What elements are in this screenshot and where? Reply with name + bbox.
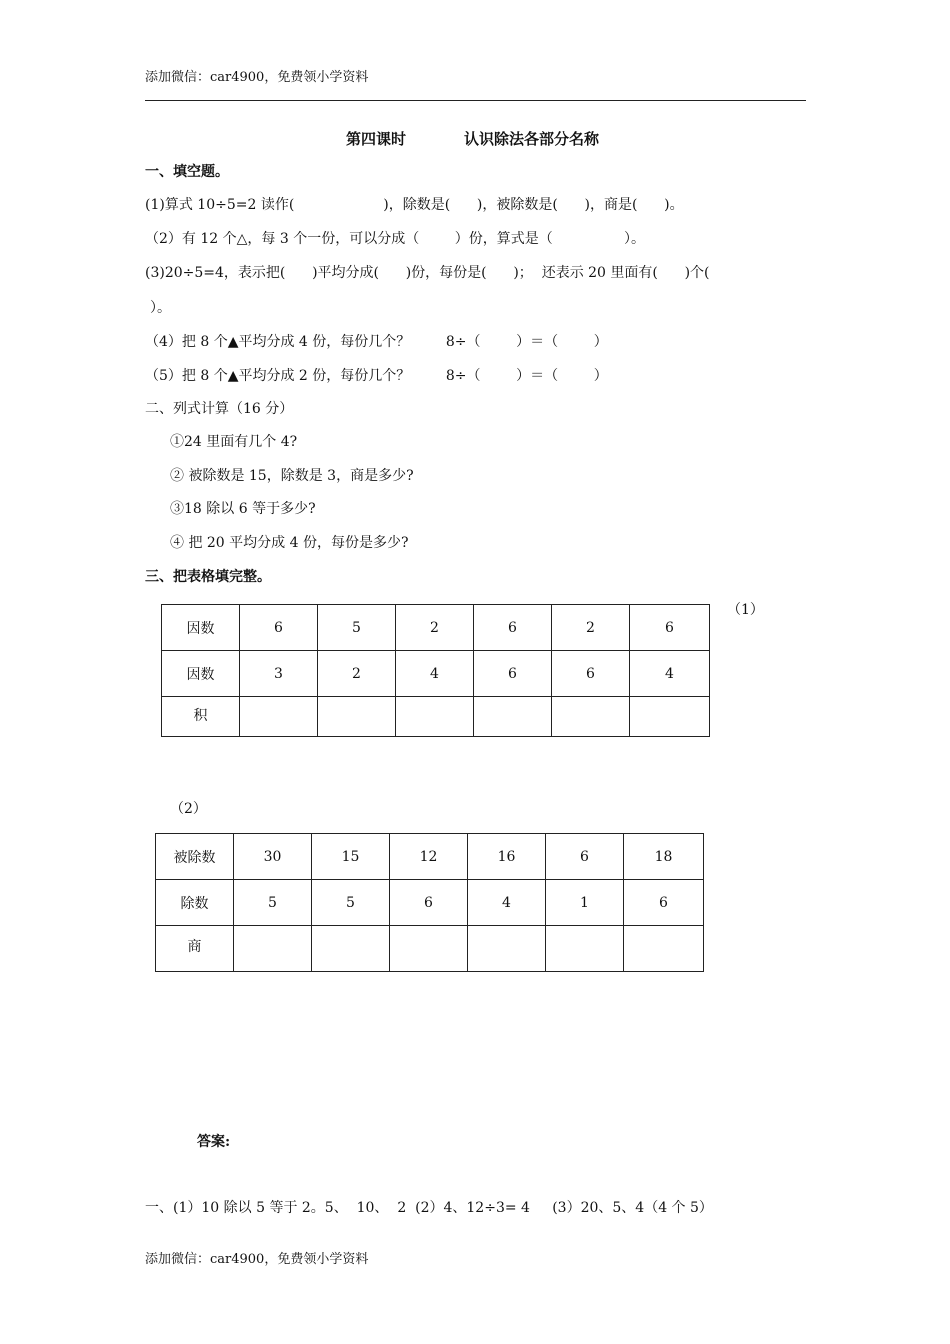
row-label: 被除数 bbox=[156, 834, 234, 880]
row-label: 除数 bbox=[156, 880, 234, 926]
table-cell: 4 bbox=[396, 651, 474, 697]
question-3b: ）。 bbox=[150, 300, 171, 316]
table-cell: 16 bbox=[468, 834, 546, 880]
lesson-label: 第四课时 bbox=[346, 130, 407, 148]
table-cell: 4 bbox=[630, 651, 710, 697]
table-cell: 6 bbox=[624, 880, 704, 926]
table-row bbox=[162, 651, 710, 697]
question-3a: (3)20÷5=4，表示把( )平均分成( )份，每份是( )； 还表示 20 里面有( )个( bbox=[145, 265, 710, 281]
table-row bbox=[162, 605, 710, 651]
table-cell: 4 bbox=[468, 880, 546, 926]
table-cell: 12 bbox=[390, 834, 468, 880]
table2-label: （2） bbox=[170, 801, 207, 817]
table1-label: （1） bbox=[727, 602, 764, 618]
header-rule bbox=[145, 100, 806, 101]
table-cell: 18 bbox=[624, 834, 704, 880]
question-2: （2）有 12 个△，每 3 个一份，可以分成（ ）份，算式是（ ）。 bbox=[145, 231, 645, 247]
table-cell: 6 bbox=[546, 834, 624, 880]
row-label: 因数 bbox=[162, 605, 240, 651]
lesson-topic: 认识除法各部分名称 bbox=[464, 130, 600, 148]
table-cell: 6 bbox=[474, 605, 552, 651]
section3-heading: 三、把表格填完整。 bbox=[145, 569, 271, 585]
answers-heading: 答案: bbox=[197, 1134, 231, 1150]
table-cell: 5 bbox=[312, 880, 390, 926]
row-label: 积 bbox=[162, 697, 240, 737]
table-cell: 6 bbox=[474, 651, 552, 697]
footer-note: 添加微信：car4900，免费领小学资料 bbox=[145, 1252, 369, 1267]
table-cell: 2 bbox=[318, 651, 396, 697]
table-cell: 2 bbox=[396, 605, 474, 651]
calc-item-2: ② 被除数是 15，除数是 3，商是多少? bbox=[170, 468, 414, 484]
answer-cell[interactable] bbox=[474, 697, 552, 737]
factor-table bbox=[161, 604, 710, 737]
answer-cell[interactable] bbox=[546, 926, 624, 972]
calc-item-4: ④ 把 20 平均分成 4 份，每份是多少? bbox=[170, 535, 409, 551]
answer-cell[interactable] bbox=[240, 697, 318, 737]
question-5: （5）把 8 个▲平均分成 2 份，每份几个？ 8÷（ ）＝（ ） bbox=[145, 368, 608, 384]
table-cell: 15 bbox=[312, 834, 390, 880]
answers-line-1: 一、(1）10 除以 5 等于 2。5、 10、 2 (2）4、12÷3= 4 (3）20、5、4（4 个 5） bbox=[145, 1200, 713, 1216]
table-cell: 6 bbox=[552, 651, 630, 697]
question-4: （4）把 8 个▲平均分成 4 份，每份几个？ 8÷（ ）＝（ ） bbox=[145, 334, 608, 350]
page-title bbox=[346, 128, 599, 149]
calc-item-1: ①24 里面有几个 4? bbox=[170, 434, 298, 450]
table-row bbox=[156, 880, 704, 926]
table-cell: 2 bbox=[552, 605, 630, 651]
table-cell: 6 bbox=[390, 880, 468, 926]
table-cell: 3 bbox=[240, 651, 318, 697]
answer-cell[interactable] bbox=[396, 697, 474, 737]
table-cell: 5 bbox=[318, 605, 396, 651]
table-cell: 6 bbox=[630, 605, 710, 651]
row-label: 商 bbox=[156, 926, 234, 972]
section1-heading: 一、填空题。 bbox=[145, 164, 229, 180]
answer-cell[interactable] bbox=[468, 926, 546, 972]
answer-cell[interactable] bbox=[630, 697, 710, 737]
question-1: (1)算式 10÷5=2 读作( )，除数是( )，被除数是( )，商是( )。 bbox=[145, 197, 684, 213]
section2-heading: 二、列式计算（16 分） bbox=[145, 401, 294, 417]
calc-item-3: ③18 除以 6 等于多少? bbox=[170, 501, 316, 517]
answer-cell[interactable] bbox=[552, 697, 630, 737]
header-note: 添加微信：car4900，免费领小学资料 bbox=[145, 70, 369, 85]
table-row bbox=[156, 834, 704, 880]
answer-cell[interactable] bbox=[234, 926, 312, 972]
answer-cell[interactable] bbox=[318, 697, 396, 737]
table-row bbox=[162, 697, 710, 737]
table-cell: 1 bbox=[546, 880, 624, 926]
table-row bbox=[156, 926, 704, 972]
table-cell: 6 bbox=[240, 605, 318, 651]
answer-cell[interactable] bbox=[624, 926, 704, 972]
answer-cell[interactable] bbox=[390, 926, 468, 972]
division-table bbox=[155, 833, 704, 972]
table-cell: 5 bbox=[234, 880, 312, 926]
answer-cell[interactable] bbox=[312, 926, 390, 972]
table-cell: 30 bbox=[234, 834, 312, 880]
row-label: 因数 bbox=[162, 651, 240, 697]
